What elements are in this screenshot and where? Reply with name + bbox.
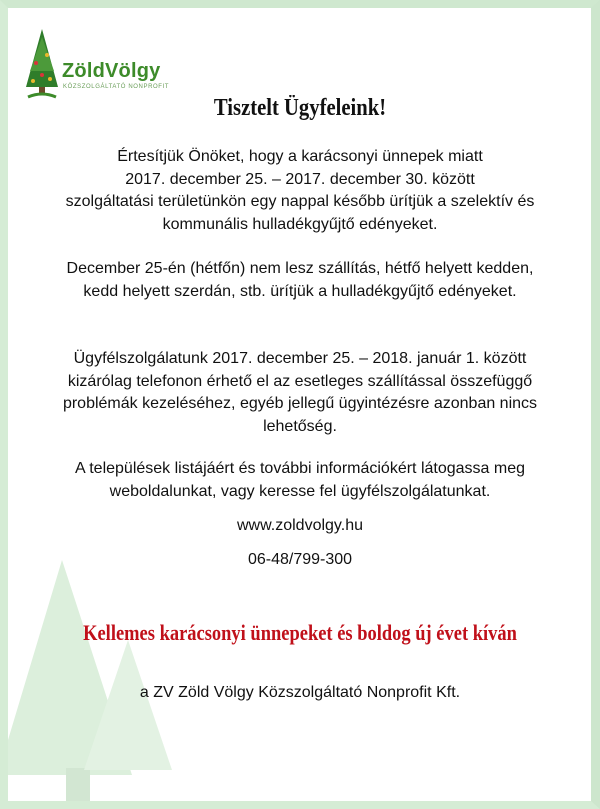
text-line: December 25-én (hétfőn) nem lesz szállítás, hétfő helyett kedden, (66, 260, 534, 277)
page-title: Tisztelt Ügyfeleink! (213, 95, 387, 121)
text-line: Értesítjük Önöket, hogy a karácsonyi ünnepek miatt (117, 148, 483, 165)
text-line: kizárólag telefonon érhető el az esetleges szállítással összefüggő (67, 372, 533, 390)
paragraph-3 (14, 348, 586, 438)
text-line: weboldalunkat, vagy keresse fel ügyfélszolgálatunkat. (109, 482, 491, 500)
logo-name: ZöldVölgy (62, 60, 161, 82)
logo-subtitle: KÖZSZOLGÁLTATÓ NONPROFIT (63, 84, 170, 90)
paragraph-2 (14, 258, 586, 303)
text-line: kommunális hulladékgyűjtő edényeket. (162, 215, 438, 233)
text-line: A települések listájáért és további információkért látogassa meg (74, 460, 525, 477)
text-line: kedd helyett szerdán, stb. ürítjük a hulladékgyűjtő edényeket. (83, 282, 517, 300)
text-line: szolgáltatási területünkön egy nappal később ürítjük a szelektív és (65, 193, 535, 210)
text-line: lehetőség. (263, 417, 337, 435)
phone-number: 06-48/799-300 (247, 551, 353, 568)
text-line: problémák kezeléséhez, egyéb jellegű ügyintézésre azonban nincs (62, 395, 538, 412)
text-line: 2017. december 25. – 2017. december 30. között (125, 170, 475, 188)
zoldvolgy-logo (22, 27, 202, 105)
paragraph-4 (14, 458, 586, 503)
holiday-greeting: Kellemes karácsonyi ünnepeket és boldog új évet kíván (83, 620, 517, 645)
paragraph-1 (14, 146, 586, 236)
text-line: Ügyfélszolgálatunk 2017. december 25. – 2018. január 1. között (73, 350, 527, 367)
signature: a ZV Zöld Völgy Közszolgáltató Nonprofit Kft. (139, 684, 461, 701)
website-link[interactable]: www.zoldvolgy.hu (237, 517, 363, 534)
christmas-tree-icon (22, 27, 62, 105)
